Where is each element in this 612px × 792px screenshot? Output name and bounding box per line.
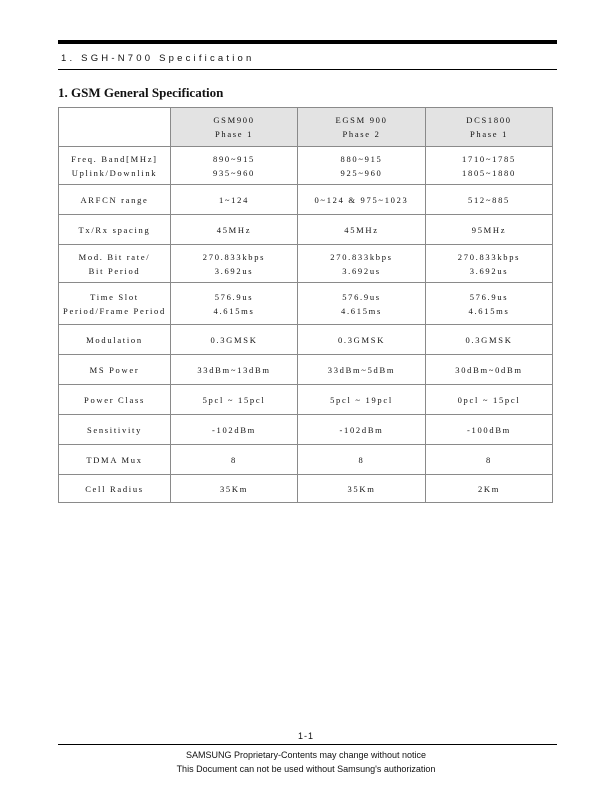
row-label — [59, 283, 171, 325]
table-cell — [298, 185, 426, 215]
cell-value: -102dBm — [339, 424, 384, 435]
table-cell — [426, 355, 553, 385]
section-title: 1. GSM General Specification — [58, 85, 224, 100]
row-label — [59, 245, 171, 283]
cell-value: 33dBm~13dBm — [197, 364, 271, 375]
table-row — [59, 325, 553, 355]
column-header-phase: Phase 1 — [214, 129, 254, 139]
table-row — [59, 283, 553, 325]
spec-table-header — [59, 108, 553, 147]
table-cell — [171, 475, 298, 503]
table-cell — [171, 283, 298, 325]
cell-value: -100dBm — [466, 424, 511, 435]
row-label-line: Freq. Band[MHz] — [71, 153, 158, 164]
table-row — [59, 355, 553, 385]
table-cell — [298, 245, 426, 283]
row-label — [59, 185, 171, 215]
row-label-line: Modulation — [86, 334, 143, 345]
table-row — [59, 445, 553, 475]
cell-value: 925~960 — [340, 167, 383, 178]
table-cell — [426, 185, 553, 215]
table-cell — [171, 215, 298, 245]
table-cell — [171, 415, 298, 445]
cell-value: -102dBm — [211, 424, 256, 435]
column-header-name: EGSM 900 — [335, 115, 388, 125]
footer-notice: SAMSUNG Proprietary-Contents may change without notice — [185, 750, 427, 760]
table-cell — [426, 445, 553, 475]
table-cell — [426, 215, 553, 245]
row-label-line: Cell Radius — [85, 483, 144, 494]
table-cell — [298, 325, 426, 355]
corner-cell — [59, 108, 171, 147]
cell-value: 4.615ms — [468, 305, 510, 316]
row-label-line: Power Class — [84, 394, 145, 405]
table-cell — [171, 147, 298, 185]
row-label — [59, 325, 171, 355]
row-label — [59, 355, 171, 385]
column-header-name: GSM900 — [213, 115, 255, 125]
cell-value: 2Km — [477, 483, 501, 494]
column-header-dcs1800 — [426, 108, 553, 147]
table-cell — [298, 475, 426, 503]
cell-value: 45MHz — [216, 224, 252, 235]
table-cell — [426, 385, 553, 415]
table-cell — [426, 475, 553, 503]
top-rule — [58, 40, 557, 44]
row-label-line: Mod. Bit rate/ — [78, 251, 151, 262]
table-cell — [426, 325, 553, 355]
table-cell — [171, 385, 298, 415]
row-label-line: ARFCN range — [80, 194, 149, 205]
row-label — [59, 475, 171, 503]
cell-value: 95MHz — [471, 224, 507, 235]
cell-value: 512~885 — [468, 194, 510, 205]
table-cell — [171, 355, 298, 385]
cell-value: 0pcl ~ 15pcl — [457, 394, 521, 405]
column-header-phase: Phase 2 — [342, 129, 381, 139]
running-header: 1. SGH-N700 Specification — [61, 53, 255, 64]
table-row — [59, 185, 553, 215]
table-cell — [298, 385, 426, 415]
cell-value: 3.692us — [214, 265, 254, 276]
spec-table — [58, 107, 553, 503]
cell-value: 35Km — [219, 483, 249, 494]
cell-value: 45MHz — [344, 224, 379, 235]
table-cell — [426, 245, 553, 283]
table-cell — [298, 445, 426, 475]
cell-value: 3.692us — [469, 265, 509, 276]
table-row — [59, 415, 553, 445]
table-row — [59, 475, 553, 503]
row-label — [59, 445, 171, 475]
table-cell — [298, 147, 426, 185]
column-header-egsm900 — [298, 108, 426, 147]
table-row — [59, 215, 553, 245]
row-label-line: Period/Frame Period — [63, 305, 166, 316]
cell-value: 270.833kbps — [330, 251, 393, 262]
row-label-line: TDMA Mux — [86, 454, 143, 465]
cell-value: 935~960 — [213, 167, 255, 178]
table-cell — [171, 185, 298, 215]
cell-value: 8 — [231, 454, 237, 465]
row-label — [59, 215, 171, 245]
table-cell — [298, 415, 426, 445]
table-row — [59, 245, 553, 283]
table-row — [59, 385, 553, 415]
footer-rule — [58, 744, 557, 745]
table-cell — [298, 283, 426, 325]
cell-value: 8 — [486, 454, 492, 465]
cell-value: 4.615ms — [213, 305, 255, 316]
cell-value: 5pcl ~ 19pcl — [330, 394, 393, 405]
table-cell — [426, 147, 553, 185]
table-cell — [171, 245, 298, 283]
row-label-line: Tx/Rx spacing — [78, 224, 151, 235]
cell-value: 35Km — [347, 483, 376, 494]
cell-value: 1805~1880 — [462, 167, 516, 178]
row-label-line: Uplink/Downlink — [71, 167, 158, 178]
cell-value: 0.3GMSK — [465, 334, 513, 345]
cell-value: 0~124 & 975~1023 — [314, 194, 409, 205]
row-label-line: Time Slot — [90, 291, 139, 302]
row-label — [59, 385, 171, 415]
cell-value: 3.692us — [342, 265, 381, 276]
column-header-name: DCS1800 — [466, 115, 512, 125]
table-cell — [298, 355, 426, 385]
cell-value: 33dBm~5dBm — [327, 364, 396, 375]
table-cell — [426, 415, 553, 445]
cell-value: 270.833kbps — [457, 251, 521, 262]
row-label — [59, 415, 171, 445]
table-cell — [171, 445, 298, 475]
column-header-gsm900 — [171, 108, 298, 147]
column-header-phase: Phase 1 — [469, 129, 509, 139]
cell-value: 576.9us — [342, 291, 381, 302]
page-number: 1-1 — [297, 731, 314, 741]
cell-value: 1~124 — [218, 194, 250, 205]
cell-value: 880~915 — [340, 153, 383, 164]
cell-value: 270.833kbps — [202, 251, 266, 262]
spec-table-body — [59, 147, 553, 503]
table-row — [59, 147, 553, 185]
cell-value: 30dBm~0dBm — [455, 364, 523, 375]
row-label — [59, 147, 171, 185]
header-rule — [58, 69, 557, 70]
cell-value: 5pcl ~ 15pcl — [202, 394, 266, 405]
table-cell — [426, 283, 553, 325]
cell-value: 890~915 — [213, 153, 255, 164]
cell-value: 1710~1785 — [462, 153, 516, 164]
footer-authorization: This Document can not be used without Samsung's authorization — [176, 764, 436, 774]
cell-value: 576.9us — [469, 291, 509, 302]
table-cell — [171, 325, 298, 355]
cell-value: 0.3GMSK — [337, 334, 386, 345]
row-label-line: Sensitivity — [86, 424, 143, 435]
cell-value: 576.9us — [214, 291, 254, 302]
cell-value: 8 — [358, 454, 365, 465]
table-cell — [298, 215, 426, 245]
cell-value: 4.615ms — [341, 305, 382, 316]
row-label-line: MS Power — [89, 364, 140, 375]
cell-value: 0.3GMSK — [210, 334, 258, 345]
row-label-line: Bit Period — [88, 265, 141, 276]
